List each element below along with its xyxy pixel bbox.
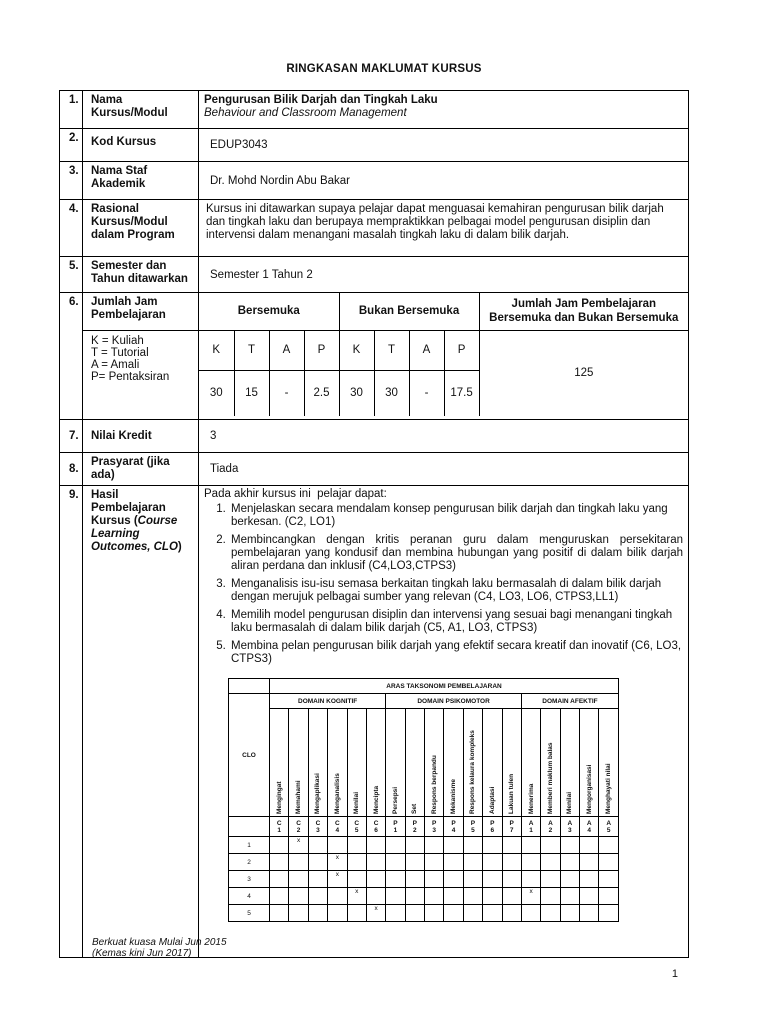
legend-item: T = Tutorial: [91, 347, 149, 359]
taxonomy-mark-cell: [270, 854, 289, 871]
taxonomy-mark-cell: [580, 854, 599, 871]
taxonomy-mark-cell: [308, 837, 327, 854]
taxonomy-level-header: [308, 709, 327, 817]
taxonomy-mark-cell: [580, 888, 599, 905]
taxonomy-mark-cell: [270, 837, 289, 854]
taxonomy-mark-cell: [580, 837, 599, 854]
clo-intro: Pada akhir kursus ini pelajar dapat:: [204, 488, 387, 500]
domain-psychomotor-header: DOMAIN PSIKOMOTOR: [386, 694, 522, 709]
taxonomy-level-label: Menilai: [353, 791, 361, 814]
taxonomy-mark-cell: x: [366, 905, 385, 922]
taxonomy-level-label: Mekanisme: [450, 778, 458, 814]
taxonomy-code-number: 5: [354, 826, 359, 834]
taxonomy-mark-cell: [521, 854, 540, 871]
taxonomy-mark-cell: [425, 854, 444, 871]
bersemuka-header: Bersemuka: [199, 293, 339, 330]
taxonomy-mark-cell: [580, 871, 599, 888]
taxonomy-mark-cell: [463, 837, 482, 854]
row-number: 7.: [60, 420, 83, 453]
taxonomy-mark-cell: [541, 854, 560, 871]
taxonomy-mark-cell: [328, 837, 347, 854]
taxonomy-mark-cell: [444, 854, 463, 871]
row-course-name: [60, 91, 689, 129]
taxonomy-mark-cell: [405, 854, 424, 871]
taxonomy-level-label: Memahami: [295, 780, 303, 814]
hour-value-cell: 30: [199, 370, 234, 416]
taxonomy-mark-cell: [541, 905, 560, 922]
taxonomy-level-label: Menerima: [527, 783, 535, 814]
taxonomy-level-header: [425, 709, 444, 817]
taxonomy-mark-cell: [541, 837, 560, 854]
taxonomy-mark-cell: [502, 871, 521, 888]
taxonomy-mark-cell: [347, 905, 366, 922]
taxonomy-code: [580, 817, 599, 837]
page-number: 1: [671, 968, 678, 980]
taxonomy-mark-cell: [405, 837, 424, 854]
taxonomy-clo-number: 2: [229, 854, 270, 871]
row-label: Nama Kursus/Modul: [83, 91, 199, 129]
taxonomy-mark-cell: [444, 888, 463, 905]
taxonomy-level-label: Mengaplikasi: [314, 773, 322, 814]
taxonomy-code-letter: A: [586, 819, 592, 827]
taxonomy-mark-cell: [328, 888, 347, 905]
row-label: Jumlah Jam Pembelajaran: [83, 293, 198, 331]
clo-header: CLO: [229, 694, 270, 817]
legend-item: A = Amali: [91, 359, 140, 371]
taxonomy-mark-cell: [308, 854, 327, 871]
taxonomy-mark-cell: x: [289, 837, 308, 854]
taxonomy-row: [229, 837, 619, 854]
row-label: [83, 486, 199, 958]
taxonomy-level-label: Mencipta: [372, 785, 380, 814]
taxonomy-mark-cell: x: [328, 871, 347, 888]
prerequisite-value: Tiada: [199, 453, 689, 486]
row-number: 2.: [60, 129, 83, 162]
taxonomy-level-label: Menganalisis: [333, 773, 341, 814]
taxonomy-code-number: 7: [509, 826, 514, 834]
course-name-malay: Pengurusan Bilik Darjah dan Tingkah Laku: [204, 94, 438, 106]
taxonomy-mark-cell: [483, 854, 502, 871]
hour-value-cell: 30: [374, 370, 409, 416]
taxonomy-mark-cell: [328, 905, 347, 922]
taxonomy-code: [541, 817, 560, 837]
clo-item: 1. Menjelaskan secara mendalam konsep pengurusan bilik darjah dan tingkah laku yang berkesan. (C2, LO1): [229, 503, 683, 529]
taxonomy-mark-cell: [366, 854, 385, 871]
taxonomy-mark-cell: [405, 871, 424, 888]
taxonomy-code-number: 2: [413, 826, 417, 834]
taxonomy-code-letter: P: [412, 819, 417, 827]
taxonomy-level-header: [560, 709, 579, 817]
taxonomy-level-header: [541, 709, 560, 817]
hour-type-cell: A: [269, 330, 304, 370]
taxonomy-clo-number: 4: [229, 888, 270, 905]
taxonomy-level-label: Respons kelaura kompleks: [469, 730, 477, 814]
row-label: Semester dan Tahun ditawarkan: [83, 257, 199, 293]
course-name-english: Behaviour and Classroom Management: [204, 107, 407, 119]
total-hours-value: 125: [479, 330, 688, 416]
row-semester: [60, 257, 689, 293]
bukan-bersemuka-header: Bukan Bersemuka: [339, 293, 479, 330]
course-info-table: [59, 90, 689, 958]
credit-value: 3: [199, 420, 689, 453]
taxonomy-mark-cell: [521, 871, 540, 888]
taxonomy-mark-cell: [289, 871, 308, 888]
hour-type-cell: P: [444, 330, 479, 370]
taxonomy-code: [328, 817, 347, 837]
taxonomy-mark-cell: [483, 837, 502, 854]
row-number: 5.: [60, 257, 83, 293]
taxonomy-level-header: [580, 709, 599, 817]
taxonomy-mark-cell: [463, 905, 482, 922]
taxonomy-mark-cell: [405, 905, 424, 922]
clo-item: 4. Memilih model pengurusan disiplin dan intervensi yang sesuai bagi menangani tingkah laku bermasalah di dalam bilik darjah (C5, A1, LO3, CTPS3): [229, 609, 683, 635]
row-number: 3.: [60, 162, 83, 200]
taxonomy-mark-cell: [366, 837, 385, 854]
taxonomy-mark-cell: [521, 905, 540, 922]
taxonomy-code-number: 3: [432, 826, 436, 834]
taxonomy-mark-cell: [405, 888, 424, 905]
taxonomy-mark-cell: x: [328, 854, 347, 871]
taxonomy-code-letter: P: [470, 819, 476, 827]
taxonomy-code: [560, 817, 579, 837]
taxonomy-level-header: [328, 709, 347, 817]
taxonomy-mark-cell: [599, 888, 619, 905]
clo-item: 5. Membina pelan pengurusan bilik darjah yang efektif secara kreatif dan inovatif (C6, LO3, CTPS3): [229, 640, 683, 666]
taxonomy-mark-cell: [483, 871, 502, 888]
taxonomy-level-header: [463, 709, 482, 817]
row-label: Kod Kursus: [83, 129, 199, 162]
taxonomy-mark-cell: [463, 854, 482, 871]
row-course-code: [60, 129, 689, 162]
taxonomy-mark-cell: [425, 888, 444, 905]
taxonomy-level-header: [366, 709, 385, 817]
taxonomy-code-number: 3: [316, 826, 320, 834]
taxonomy-mark-cell: [444, 905, 463, 922]
taxonomy-mark-cell: [560, 888, 579, 905]
taxonomy-level-label: Persepsi: [391, 786, 399, 814]
taxonomy-mark-cell: [444, 837, 463, 854]
row-number: 9.: [60, 486, 83, 958]
row-prerequisite: [60, 453, 689, 486]
taxonomy-code-letter: P: [490, 819, 495, 827]
row-academic-staff: [60, 162, 689, 200]
taxonomy-level-header: [386, 709, 405, 817]
taxonomy-code: [270, 817, 289, 837]
taxonomy-code: [308, 817, 327, 837]
taxonomy-code-number: 5: [606, 826, 611, 834]
taxonomy-code-letter: C: [315, 819, 321, 827]
hour-value-cell: -: [269, 370, 304, 416]
row-number: 6.: [60, 293, 83, 420]
hour-type-cell: P: [304, 330, 339, 370]
hour-value-cell: 2.5: [304, 370, 339, 416]
taxonomy-mark-cell: [270, 905, 289, 922]
row-number: 4.: [60, 200, 83, 257]
taxonomy-code-number: 2: [296, 826, 301, 834]
taxonomy-mark-cell: [444, 871, 463, 888]
taxonomy-row: [229, 871, 619, 888]
taxonomy-code: [521, 817, 540, 837]
taxonomy-code-letter: A: [528, 819, 534, 827]
taxonomy-code-number: 4: [335, 826, 340, 834]
taxonomy-mark-cell: [308, 888, 327, 905]
taxonomy-clo-number: 3: [229, 871, 270, 888]
row-number: 1.: [60, 91, 83, 129]
footer-effective-date: Berkuat kuasa Mulai Jun 2015: [92, 937, 227, 948]
clo-label-italic: Course Learning Outcomes, CLO: [91, 515, 178, 553]
taxonomy-level-header: [599, 709, 619, 817]
taxonomy-code-number: 4: [587, 826, 591, 834]
taxonomy-code: [289, 817, 308, 837]
taxonomy-mark-cell: [386, 837, 405, 854]
taxonomy-code: [405, 817, 424, 837]
taxonomy-mark-cell: x: [521, 888, 540, 905]
legend-item: K = Kuliah: [91, 335, 144, 347]
semester-value: Semester 1 Tahun 2: [199, 257, 689, 293]
row-rationale: [60, 200, 689, 257]
taxonomy-code-letter: A: [567, 819, 573, 827]
clo-item: 2. Membincangkan dengan kritis peranan guru dalam menguruskan persekitaran pembelajaran yang kondusif dan membina hubungan yang positif di dalam bilik darjah aliran perdana dan inklusif (C4,LO3,CTPS3): [229, 534, 683, 573]
taxonomy-code: [386, 817, 405, 837]
taxonomy-mark-cell: [289, 905, 308, 922]
taxonomy-mark-cell: [425, 905, 444, 922]
taxonomy-mark-cell: [270, 871, 289, 888]
taxonomy-mark-cell: [599, 854, 619, 871]
taxonomy-mark-cell: [502, 854, 521, 871]
taxonomy-code: [502, 817, 521, 837]
course-code-value: EDUP3043: [199, 129, 689, 162]
taxonomy-code-letter: C: [276, 819, 282, 827]
taxonomy-mark-cell: [347, 854, 366, 871]
hour-type-cell: A: [409, 330, 444, 370]
taxonomy-mark-cell: [560, 837, 579, 854]
taxonomy-mark-cell: [599, 837, 619, 854]
row-learning-outcomes: [60, 486, 689, 958]
taxonomy-code: [483, 817, 502, 837]
taxonomy-mark-cell: [308, 871, 327, 888]
taxonomy-title: ARAS TAKSONOMI PEMBELAJARAN: [270, 679, 619, 694]
taxonomy-code-letter: P: [451, 819, 456, 827]
taxonomy-mark-cell: [502, 888, 521, 905]
taxonomy-mark-cell: [580, 905, 599, 922]
taxonomy-code-letter: P: [432, 819, 437, 827]
domain-cognitive-header: DOMAIN KOGNITIF: [270, 694, 386, 709]
taxonomy-mark-cell: [289, 854, 308, 871]
hour-type-cell: K: [199, 330, 234, 370]
clo-list: [204, 503, 683, 666]
taxonomy-mark-cell: [502, 905, 521, 922]
taxonomy-code: [366, 817, 385, 837]
row-label: Rasional Kursus/Modul dalam Program: [83, 200, 199, 257]
taxonomy-code-number: 4: [451, 826, 456, 834]
taxonomy-code-number: 2: [548, 826, 553, 834]
row-label: Nama Staf Akademik: [83, 162, 199, 200]
taxonomy-code-number: 6: [374, 826, 378, 834]
taxonomy-row: [229, 905, 619, 922]
taxonomy-mark-cell: [386, 871, 405, 888]
taxonomy-code: [425, 817, 444, 837]
hour-type-cell: T: [234, 330, 269, 370]
rationale-value: Kursus ini ditawarkan supaya pelajar dapat menguasai kemahiran pengurusan bilik darjah dan tingkah laku dan berupaya mempraktikkan pelbagai model pengurusan disiplin dan intervensi dalam menangani masalah tingkah laku di dalam bilik darjah.: [199, 200, 689, 257]
row-label: Nilai Kredit: [83, 420, 199, 453]
taxonomy-code: [347, 817, 366, 837]
taxonomy-mark-cell: [289, 888, 308, 905]
footer: [92, 937, 227, 959]
taxonomy-row: [229, 888, 619, 905]
clo-item: 3. Menganalisis isu-isu semasa berkaitan tingkah laku bermasalah di dalam bilik darjah dengan merujuk pelbagai sumber yang relevan (C4, LO3, LO6, CTPS3,LL1): [229, 578, 683, 604]
taxonomy-code-number: 1: [529, 826, 533, 834]
taxonomy-level-header: [347, 709, 366, 817]
taxonomy-mark-cell: [386, 854, 405, 871]
taxonomy-mark-cell: [347, 871, 366, 888]
taxonomy-mark-cell: [560, 905, 579, 922]
clo-label-part: Hasil Pembelajaran Kursus (: [91, 489, 166, 527]
taxonomy-mark-cell: [560, 854, 579, 871]
taxonomy-level-label: Menilai: [566, 791, 574, 814]
taxonomy-code-number: 6: [490, 826, 495, 834]
row-learning-hours: [60, 293, 689, 420]
footer-update-date: (Kemas kini Jun 2017): [92, 948, 192, 959]
taxonomy-level-label: Memberi maklum balas: [546, 742, 554, 814]
taxonomy-level-header: [521, 709, 540, 817]
taxonomy-code-number: 3: [568, 826, 572, 834]
taxonomy-code-number: 5: [471, 826, 475, 834]
document-title: RINGKASAN MAKLUMAT KURSUS: [286, 63, 482, 75]
taxonomy-level-label: Lakuan tulen: [508, 773, 516, 814]
hour-type-cell: T: [374, 330, 409, 370]
taxonomy-mark-cell: [541, 871, 560, 888]
taxonomy-level-label: Menghayati nilai: [605, 763, 613, 814]
taxonomy-level-header: [502, 709, 521, 817]
taxonomy-mark-cell: [347, 837, 366, 854]
hour-value-cell: 30: [339, 370, 374, 416]
hour-value-cell: -: [409, 370, 444, 416]
taxonomy-code-letter: C: [334, 819, 340, 827]
taxonomy-mark-cell: [599, 871, 619, 888]
taxonomy-row: [229, 854, 619, 871]
taxonomy-code-letter: A: [548, 819, 553, 827]
hour-value-cell: 15: [234, 370, 269, 416]
taxonomy-level-label: Mengingat: [275, 781, 283, 814]
domain-affective-header: DOMAIN AFEKTIF: [521, 694, 618, 709]
taxonomy-clo-number: 1: [229, 837, 270, 854]
legend-item: P= Pentaksiran: [91, 371, 170, 383]
taxonomy-mark-cell: [270, 888, 289, 905]
taxonomy-mark-cell: [541, 888, 560, 905]
taxonomy-clo-number: 5: [229, 905, 270, 922]
taxonomy-code-letter: C: [354, 819, 360, 827]
taxonomy-level-header: [483, 709, 502, 817]
hour-value-cell: 17.5: [444, 370, 479, 416]
taxonomy-level-header: [405, 709, 424, 817]
taxonomy-code: [463, 817, 482, 837]
taxonomy-mark-cell: [386, 888, 405, 905]
taxonomy-mark-cell: [483, 888, 502, 905]
hours-legend: [83, 331, 198, 383]
row-credit: [60, 420, 689, 453]
taxonomy-mark-cell: [425, 837, 444, 854]
taxonomy-code: [599, 817, 619, 837]
taxonomy-level-header: [270, 709, 289, 817]
row-label: Prasyarat (jika ada): [83, 453, 199, 486]
hour-type-cell: K: [339, 330, 374, 370]
taxonomy-mark-cell: x: [347, 888, 366, 905]
taxonomy-mark-cell: [425, 871, 444, 888]
taxonomy-code-letter: C: [296, 819, 301, 827]
taxonomy-level-label: Respons berpandu: [430, 755, 438, 814]
taxonomy-level-header: [444, 709, 463, 817]
taxonomy-mark-cell: [366, 888, 385, 905]
taxonomy-mark-cell: [483, 905, 502, 922]
taxonomy-blank-cell: [229, 817, 270, 837]
taxonomy-mark-cell: [463, 871, 482, 888]
hours-table: [199, 293, 688, 416]
taxonomy-mark-cell: [560, 871, 579, 888]
taxonomy-blank-corner: [229, 679, 270, 694]
taxonomy-code: [444, 817, 463, 837]
row-number: 8.: [60, 453, 83, 486]
taxonomy-level-header: [289, 709, 308, 817]
clo-label-part: ): [177, 541, 182, 553]
taxonomy-level-label: Mengorganisasi: [585, 764, 593, 814]
taxonomy-code-letter: P: [509, 819, 514, 827]
taxonomy-mark-cell: [366, 871, 385, 888]
taxonomy-code-number: 1: [277, 826, 281, 834]
taxonomy-code-letter: A: [606, 819, 612, 827]
taxonomy-mark-cell: [308, 905, 327, 922]
taxonomy-table: [228, 678, 619, 922]
taxonomy-level-label: Set: [411, 803, 419, 814]
taxonomy-mark-cell: [386, 905, 405, 922]
taxonomy-code-letter: P: [393, 819, 398, 827]
taxonomy-mark-cell: [521, 837, 540, 854]
academic-staff-value: Dr. Mohd Nordin Abu Bakar: [199, 162, 689, 200]
taxonomy-level-label: Adaptasi: [488, 786, 496, 814]
total-hours-header: Jumlah Jam Pembelajaran Bersemuka dan Bukan Bersemuka: [479, 293, 688, 330]
taxonomy-code-number: 1: [393, 826, 398, 834]
taxonomy-mark-cell: [599, 905, 619, 922]
taxonomy-mark-cell: [502, 837, 521, 854]
taxonomy-mark-cell: [463, 888, 482, 905]
taxonomy-code-letter: C: [373, 819, 379, 827]
